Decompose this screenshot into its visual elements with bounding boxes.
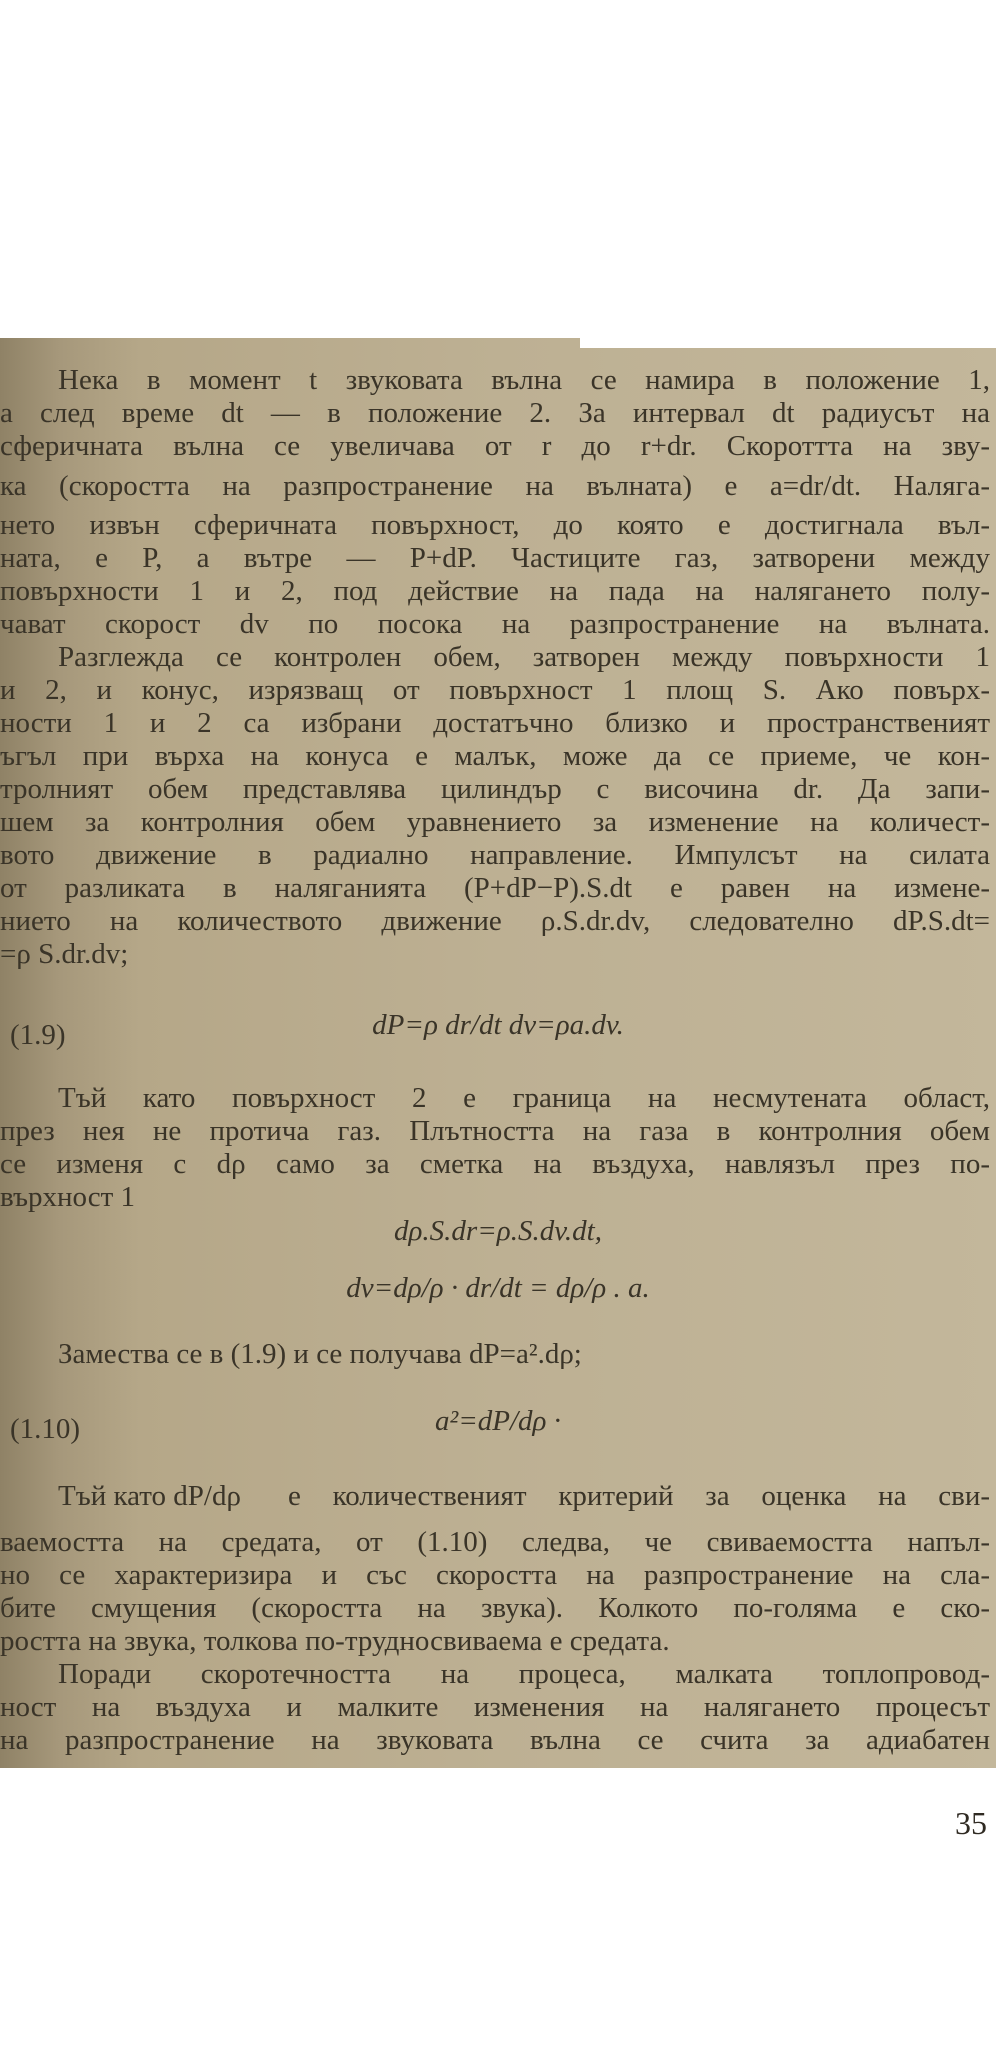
text-line: ности 1 и 2 са избрани достатъчно близко и пространственият: [0, 708, 990, 738]
equation: dP=ρ dr/dt dv=ρa.dv.: [372, 1010, 624, 1040]
equation: a²=dP/dρ ·: [435, 1406, 561, 1436]
text-line: =ρ S.dr.dv;: [0, 939, 129, 969]
text-line: Поради скоротечността на процеса, малката топлопровод-: [58, 1659, 990, 1689]
equation-number: (1.9): [10, 1019, 66, 1051]
text-line: е количественият критерий за оценка на сви-: [288, 1481, 990, 1511]
text-line: шем за контролния обем уравнението за изменение на количест-: [0, 807, 990, 837]
text-line: Разглежда се контролен обем, затворен между повърхности 1: [58, 642, 990, 672]
text-line: чават скорост dv по посока на разпространение на вълната.: [0, 609, 990, 639]
text-line: тролният обем представлява цилиндър с височина dr. Да запи-: [0, 774, 990, 804]
text-line: Нека в момент t звуковата вълна се намира в положение 1,: [58, 365, 990, 395]
text-line: Тъй като повърхност 2 е граница на несмутената област,: [58, 1083, 990, 1113]
text-line: повърхности 1 и 2, под действие на пада на налягането полу-: [0, 576, 990, 606]
text-line: ка (скоростта на разпространение на вълната) е a=dr/dt. Налягa-: [0, 471, 990, 501]
text-line: на разпространение на звуковата вълна се счита за адиабатен: [0, 1725, 990, 1755]
text-line: ната, е P, а вътре — P+dP. Частиците газ, затворени между: [0, 543, 990, 573]
text-line: ваемостта на средата, от (1.10) следва, че свиваемостта напъл-: [0, 1527, 990, 1557]
equation-number: (1.10): [10, 1413, 81, 1445]
page-text: [0, 338, 996, 1768]
text-line: а след време dt — в положение 2. За интервал dt радиусът на: [0, 398, 990, 428]
text-line: от разликата в наляганията (P+dP−P).S.dt е равен на измене-: [0, 873, 990, 903]
text-line: ростта на звука, толкова по-трудносвиваема е средата.: [0, 1626, 670, 1656]
text-line: бите смущения (скоростта на звука). Колкото по-голяма е ско-: [0, 1593, 990, 1623]
page-number: 35: [955, 1805, 987, 1841]
text-line: Тъй като dP/dρ: [58, 1481, 241, 1511]
equation: dρ.S.dr=ρ.S.dv.dt,: [394, 1216, 602, 1246]
text-line: и 2, и конус, изрязващ от повърхност 1 площ S. Ако повърх-: [0, 675, 990, 705]
text-line: сферичната вълна се увеличава от r до r+dr. Скороттта на зву-: [0, 431, 990, 461]
text-line: Замества се в (1.9) и се получава dP=a².dρ;: [58, 1339, 582, 1369]
text-line: върхност 1: [0, 1182, 136, 1212]
text-line: вото движение в радиално направление. Импулсът на силата: [0, 840, 990, 870]
text-line: нието на количеството движение ρ.S.dr.dv, следователно dP.S.dt=: [0, 906, 990, 936]
text-line: нето извън сферичната повърхност, до която е достигнала въл-: [0, 510, 990, 540]
equation: dv=dρ/ρ · dr/dt = dρ/ρ . a.: [346, 1273, 650, 1303]
text-line: се изменя с dρ само за сметка на въздуха, навлязъл през по-: [0, 1149, 990, 1179]
text-line: ъгъл при върха на конуса е малък, може да се приеме, че кон-: [0, 741, 990, 771]
text-line: ност на въздуха и малките изменения на налягането процесът: [0, 1692, 990, 1722]
text-line: през нея не протича газ. Плътността на газа в контролния обем: [0, 1116, 990, 1146]
text-line: но се характеризира и със скоростта на разпространение на сла-: [0, 1560, 990, 1590]
